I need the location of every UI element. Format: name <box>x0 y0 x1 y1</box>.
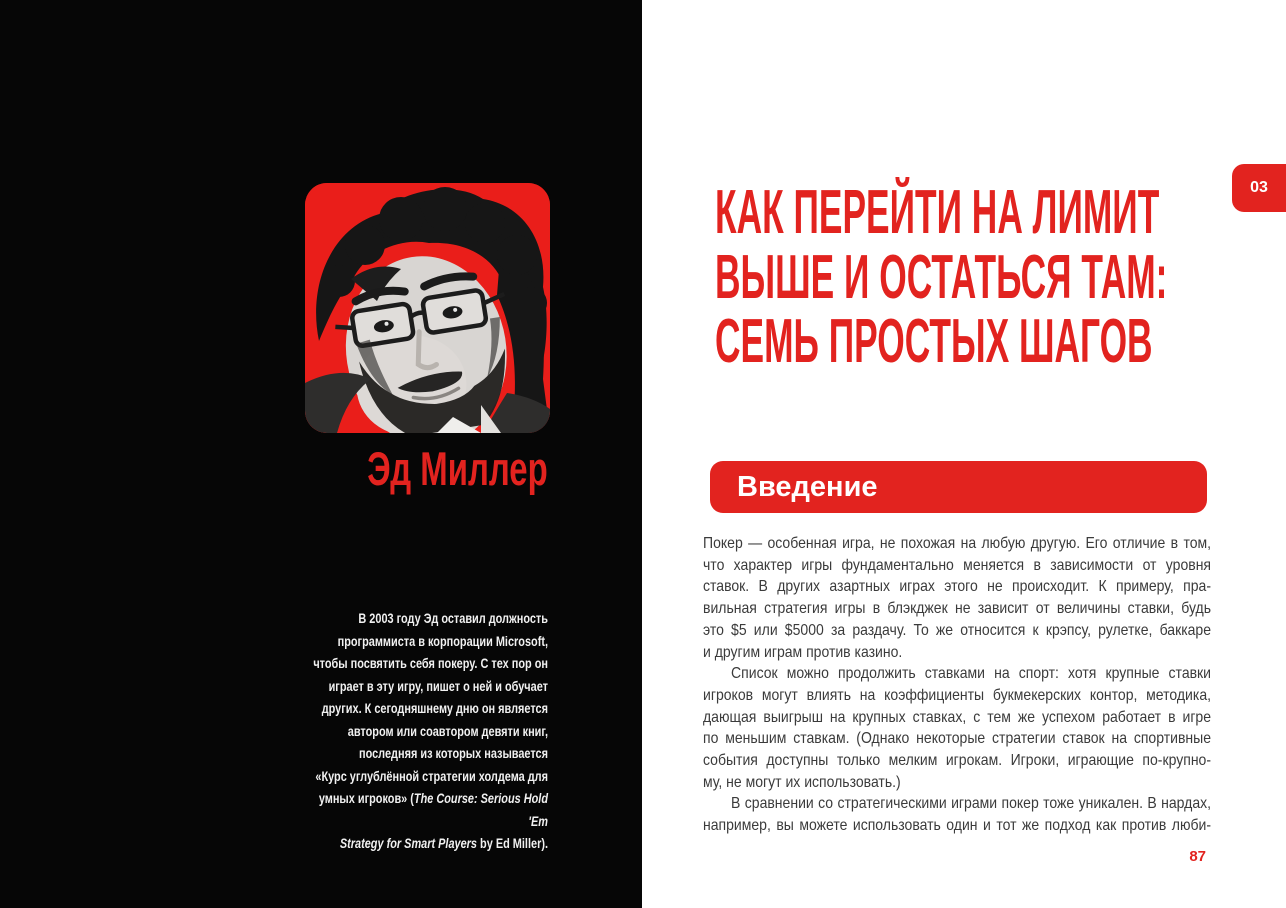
body-text-line: Покер — особенная игра, не похожая на любую другую. Его отличие в том, <box>703 535 1212 552</box>
chapter-title-line: СЕМЬ ПРОСТЫХ ШАГОВ <box>715 307 1153 376</box>
author-portrait-image <box>305 183 550 433</box>
body-text <box>703 533 1211 837</box>
author-name: Эд Миллер <box>367 442 548 495</box>
body-text-line: что характер игры фундаментально меняется в зависимости от уровня <box>703 556 1212 574</box>
body-text-line: по меньшим ставкам. (Однако некоторые стратегии ставок на спортивные <box>703 730 1212 748</box>
paragraph <box>703 533 1211 663</box>
bio-line <box>298 675 548 698</box>
paragraph <box>703 663 1211 793</box>
bio-line <box>298 630 548 653</box>
body-text-line: вильная стратегия игры в блэкджек не зависит от величины ставки, будь <box>703 600 1212 618</box>
body-text-line: игроков могут влиять на коэффициенты букмекерских контор, методика, <box>703 686 1212 704</box>
bio-text: играет в эту игру, пишет о ней и обучает <box>328 677 548 694</box>
chapter-number-tab <box>1232 164 1286 212</box>
paragraph <box>703 793 1211 836</box>
chapter-title <box>715 178 1168 376</box>
bio-line <box>298 832 548 855</box>
body-text-line: и другим играм против казино. <box>703 643 903 661</box>
author-bio <box>298 607 548 855</box>
bio-book-title: The Course: Serious Hold 'Em <box>413 790 548 829</box>
bio-text: автором или соавтором девяти книг, <box>347 722 548 739</box>
left-page <box>0 0 642 908</box>
bio-text: других. К сегодняшнему дню он является <box>321 700 548 716</box>
section-heading-banner <box>710 461 1207 513</box>
bio-text: «Курс углублённой стратегии холдема для <box>315 767 548 784</box>
page-number: 87 <box>1189 848 1206 865</box>
bio-text: чтобы посвятить себя покеру. С тех пор он <box>313 655 548 671</box>
body-text-line: му, не могут их использовать.) <box>703 773 901 791</box>
body-text-line: дающая выигрыш на крупных ставках, с тем же успехом работает в игре <box>703 708 1212 726</box>
bio-text: В 2003 году Эд оставил должность <box>358 610 548 626</box>
bio-line <box>298 607 548 630</box>
right-page <box>642 0 1286 908</box>
body-text-line: ставок. В других азартных играх этого не происходит. К примеру, пра- <box>703 578 1212 596</box>
body-text-line: В сравнении со стратегическими играми покер тоже уникален. В нардах, <box>731 795 1212 813</box>
chapter-title-line: КАК ПЕРЕЙТИ НА ЛИМИТ <box>715 178 1160 247</box>
body-text-line: это $5 или $5000 за раздачу. То же относится к крэпсу, рулетке, баккаре <box>703 621 1212 639</box>
bio-line <box>298 787 548 832</box>
bio-book-title: Strategy for Smart Players <box>339 835 478 851</box>
bio-text: умных игроков» ( <box>318 790 414 806</box>
chapter-title-line: ВЫШЕ И ОСТАТЬСЯ ТАМ: <box>715 242 1168 312</box>
author-photo <box>305 183 550 433</box>
bio-line <box>298 697 548 720</box>
body-text-column <box>703 533 1211 837</box>
bio-line <box>298 742 548 765</box>
body-text-line: Список можно продолжить ставками на спорт: хотя крупные ставки <box>731 665 1212 683</box>
chapter-number: 03 <box>1250 179 1268 196</box>
bio-text: последняя из которых называется <box>358 745 548 761</box>
bio-line <box>298 652 548 675</box>
bio-text: by Ed Miller). <box>477 835 548 851</box>
body-text-line: события доступны только мелким игрокам. Игроки, играющие по-крупно- <box>703 752 1212 770</box>
bio-line <box>298 765 548 788</box>
body-text-line: например, вы можете использовать один и тот же подход как против люби- <box>703 817 1212 835</box>
section-heading: Введение <box>737 471 878 503</box>
bio-text: программиста в корпорации Microsoft, <box>337 632 548 649</box>
bio-line <box>298 720 548 743</box>
